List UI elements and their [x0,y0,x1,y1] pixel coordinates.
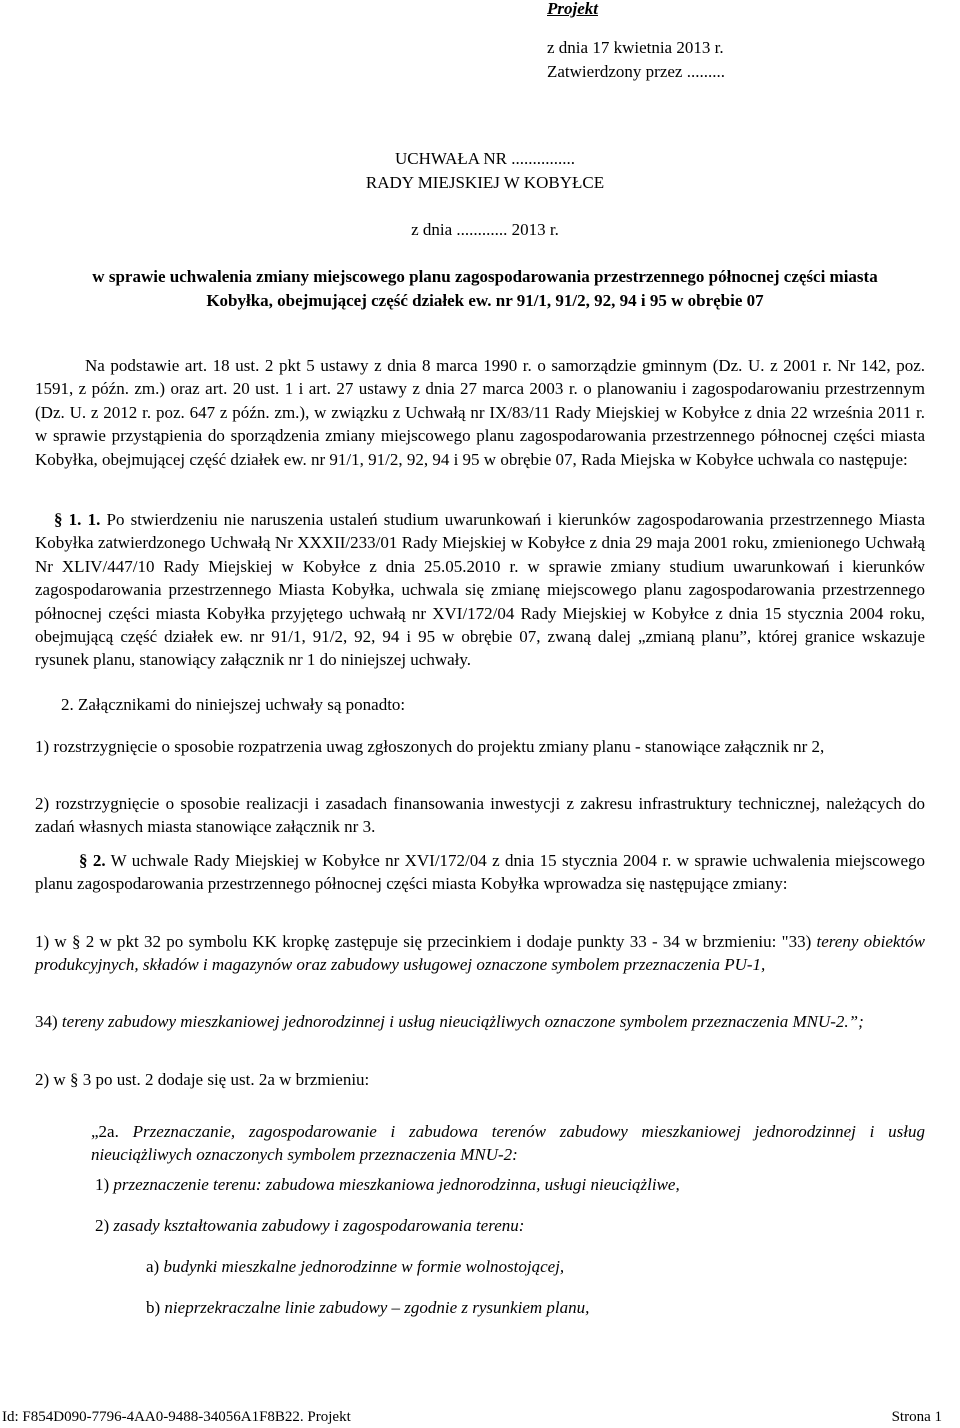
document-id: Id: F854D090-7796-4AA0-9488-34056A1F8B22. Projekt [2,1409,351,1425]
change-item-1-lead: 1) w § 2 w pkt 32 po symbolu KK kropkę zastępuje się przecinkiem i dodaje punkty 33 - 34 w brzmieniu: "33) [35,932,812,951]
quoted-2a [91,1120,925,1167]
section-2-label: § 2. [79,851,106,870]
quoted-item-b [146,1297,589,1319]
quoted-2a-lead: „2a. [91,1122,119,1141]
change-item-2: 2) w § 3 po ust. 2 dodaje się ust. 2a w brzmieniu: [35,1070,370,1089]
project-date: z dnia 17 kwietnia 2013 r. [547,38,724,57]
resolution-date: z dnia ............ 2013 r. [411,220,559,239]
section-1-text: Po stwierdzeniu nie naruszenia ustaleń studium uwarunkowań i kierunków zagospodarowania przestrzennego Miasta Kobyłka zatwierdzonego Uchwałą Nr XXXII/233/01 Rady Miejskiej w Kobyłce z dnia 29 maja 2001 roku, zmienionego Uchwałą Nr XLIV/447/10 Rady Miejskiej w Kobyłce z dnia 25.05.2010 r. w sprawie zmiany studium uwarunkowań i kierunków zagospodarowania przestrzennego Miasta Kobyłka, uchwala się zmianę miejscowego planu zagospodarowania przestrzennego północnej części miasta Kobyłka przyjętego uchwałą nr XVI/172/04 Rady Miejskiej w Kobyłce z dnia 15 stycznia 2004 roku, obejmującą część działek ew. nr 91/1, 91/2, 92, 94 i 95 w obrębie 07, zwaną dalej „zmianą planu”, której granice wskazuje rysunek planu, stanowiący załącznik nr 1 do niniejszej uchwały. [35,510,925,670]
quoted-2a-text: Przeznaczanie, zagospodarowanie i zabudowa terenów zabudowy mieszkaniowej jednorodzinnej i usług nieuciążliwych oznaczonych symbolem przeznaczenia MNU-2: [91,1122,926,1165]
quoted-item-b-text: nieprzekraczalne linie zabudowy – zgodnie z rysunkiem planu, [164,1298,590,1317]
section-1-label: § 1. 1. [54,510,101,529]
change-item-1 [35,930,925,977]
quoted-item-2-text: zasady kształtowania zabudowy i zagospodarowania terenu: [113,1216,525,1235]
quoted-item-a-lead: a) [146,1257,160,1276]
quoted-item-a-text: budynki mieszkalne jednorodzinne w formie wolnostojącej, [163,1257,565,1276]
attachment-item-2: 2) rozstrzygnięcie o sposobie realizacji i zasadach finansowania inwestycji z zakresu infrastruktury technicznej, należących do zadań własnych miasta stanowiące załącznik nr 3. [35,794,925,837]
change-item-34-text: tereny zabudowy mieszkaniowej jednorodzinnej i usług nieuciążliwych oznaczone symbolem przeznaczenia MNU-2.”; [61,1012,864,1031]
page-number: Strona 1 [891,1409,942,1425]
quoted-item-b-lead: b) [146,1298,161,1317]
quoted-item-a [146,1256,564,1278]
section-1-paragraph-1 [35,508,925,672]
project-label: Projekt [547,0,598,18]
council-name: RADY MIEJSKIEJ W KOBYŁCE [365,173,605,192]
attachment-item-1: 1) rozstrzygnięcie o sposobie rozpatrzenia uwag zgłoszonych do projektu zmiany planu - stanowiące załącznik nr 2, [35,737,825,756]
approved-by: Zatwierdzony przez ......... [547,62,725,81]
section-1-paragraph-2: 2. Załącznikami do niniejszej uchwały są ponadto: [61,695,406,714]
section-2-text: W uchwale Rady Miejskiej w Kobyłce nr XVI/172/04 z dnia 15 stycznia 2004 r. w sprawie uchwalenia miejscowego planu zagospodarowania przestrzennego północnej części miasta Kobyłka wprowadza się następujące zmiany: [35,851,925,894]
quoted-item-1 [95,1174,680,1196]
change-item-1-text: tereny obiektów produkcyjnych, składów i magazynów oraz zabudowy usługowej oznaczone symbolem przeznaczenia PU-1, [35,932,926,975]
subject-line-2: Kobyłka, obejmującej część działek ew. nr 91/1, 91/2, 92, 94 i 95 w obrębie 07 [206,291,764,310]
subject-line-1: w sprawie uchwalenia zmiany miejscowego planu zagospodarowania przestrzennego północnej części miasta [92,267,878,286]
preamble: Na podstawie art. 18 ust. 2 pkt 5 ustawy z dnia 8 marca 1990 r. o samorządzie gminnym (Dz. U. z 2001 r. Nr 142, poz. 1591, z późn. zm.) oraz art. 20 ust. 1 i art. 27 ustawy z dnia 27 marca 2003 r. o planowaniu i zagospodarowaniu przestrzennym (Dz. U. z 2012 r. poz. 647 z późn. zm.), w związku z Uchwałą nr IX/83/11 Rady Miejskiej w Kobyłce z dnia 22 września 2011 r. w sprawie przystąpienia do sporządzenia zmiany miejscowego planu zagospodarowania przestrzennego północnej części miasta Kobyłka, obejmującej część działek ew. nr 91/1, 91/2, 92, 94 i 95 w obrębie 07, Rada Miejska w Kobyłce uchwala co następuje: [35,356,925,469]
resolution-number: UCHWAŁA NR ............... [395,149,575,168]
quoted-item-1-text: przeznaczenie terenu: zabudowa mieszkaniowa jednorodzinna, usługi nieuciążliwe, [113,1175,680,1194]
quoted-item-1-lead: 1) [95,1175,110,1194]
section-2-intro [35,849,925,896]
change-item-34-lead: 34) [35,1012,58,1031]
quoted-item-2 [95,1215,524,1237]
change-item-34 [35,1010,925,1033]
quoted-item-2-lead: 2) [95,1216,110,1235]
